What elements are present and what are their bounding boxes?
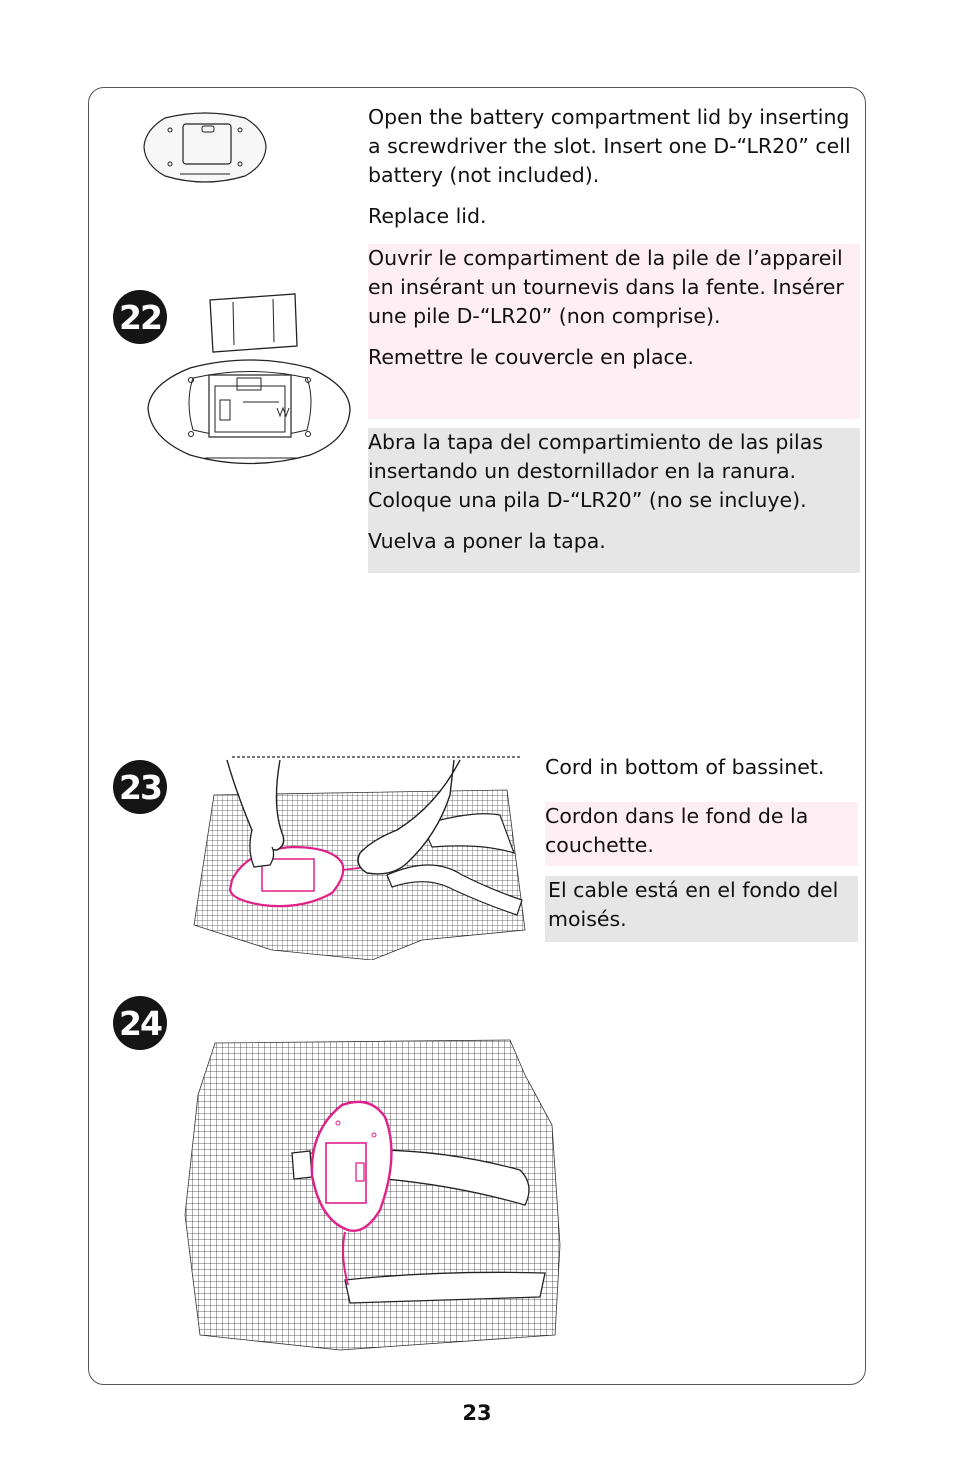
cord-in-bassinet-illustration	[192, 755, 527, 960]
battery-unit-closed-illustration	[140, 110, 270, 185]
step-22-es-paragraph-2: Vuelva a poner la tapa.	[368, 529, 606, 553]
step-22-spanish-text	[368, 428, 860, 573]
page-number: 23	[462, 1401, 492, 1425]
step-24-badge: 24	[113, 996, 167, 1050]
unit-installed-illustration	[180, 1035, 565, 1360]
step-22-fr-paragraph-1: Ouvrir le compartiment de la pile de l’appareil en insérant un tournevis dans la fente. Insérer une pile D-“LR20” (non comprise).	[368, 246, 844, 328]
step-22-french-text	[368, 244, 860, 419]
step-22-es-paragraph-1: Abra la tapa del compartimiento de las pilas insertando un destornillador en la ranura. Coloque una pila D-“LR20” (no se incluye).	[368, 430, 823, 512]
step-22-en-paragraph-1: Open the battery compartment lid by inserting a screwdriver the slot. Insert one D-“LR20” cell battery (not included).	[368, 105, 851, 187]
step-22-english-text	[368, 103, 856, 231]
step-23-french-text	[545, 802, 858, 866]
step-23-badge: 23	[113, 760, 167, 814]
step-23-english-text: Cord in bottom of bassinet.	[545, 755, 825, 779]
step-23-spanish-text	[545, 876, 858, 942]
battery-unit-open-illustration	[145, 290, 355, 470]
step-23-es-paragraph: El cable está en el fondo del moisés.	[548, 878, 839, 931]
step-23-fr-paragraph: Cordon dans le fond de la couchette.	[545, 804, 809, 857]
step-22-badge: 22	[113, 290, 167, 344]
step-22-fr-paragraph-2: Remettre le couvercle en place.	[368, 345, 694, 369]
step-22-en-paragraph-2: Replace lid.	[368, 204, 487, 228]
